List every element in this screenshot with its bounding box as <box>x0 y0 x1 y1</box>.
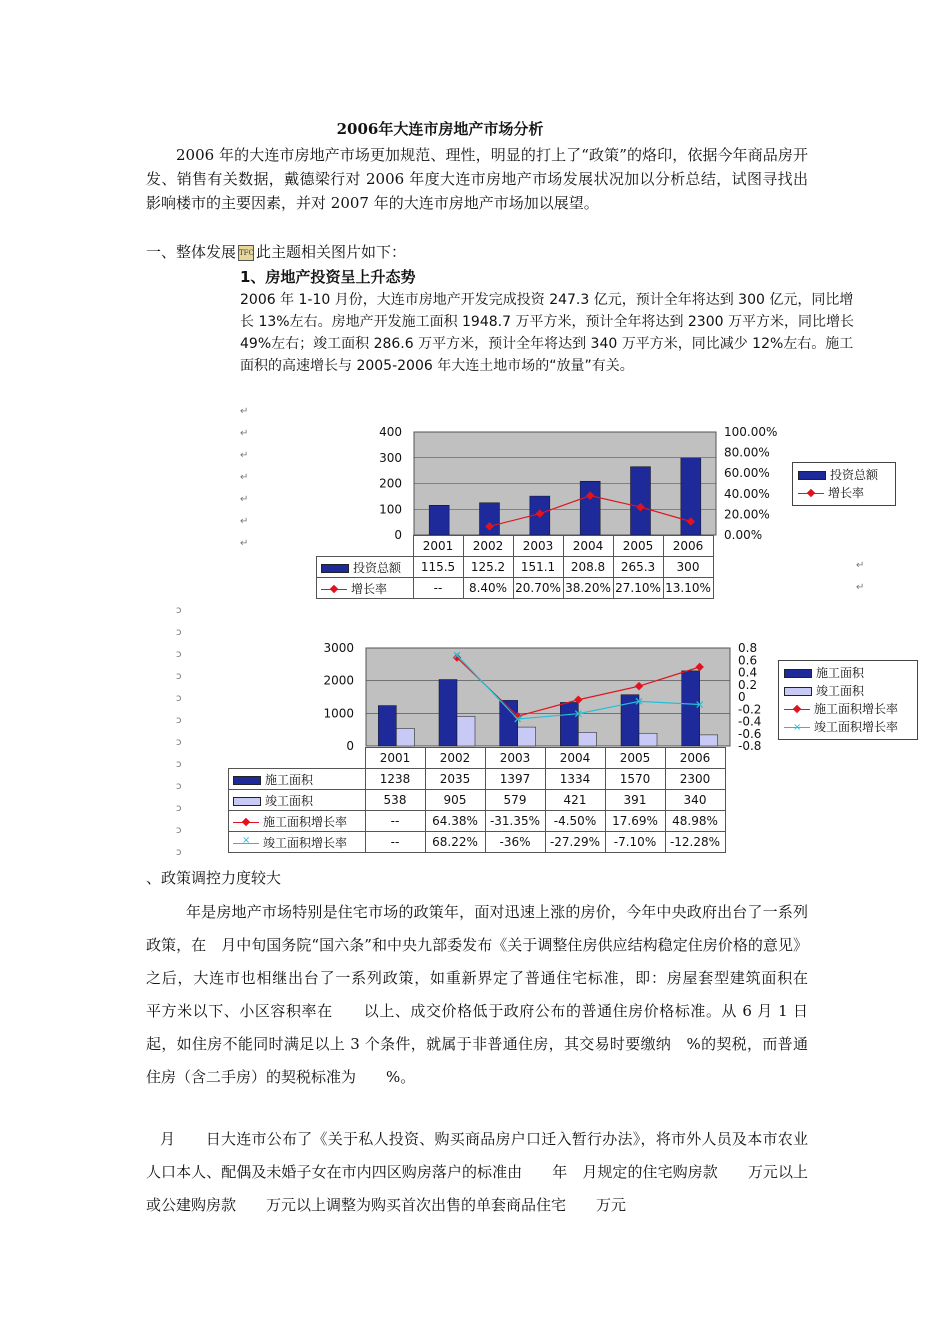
left-tick-label: 0 <box>346 739 354 753</box>
paragraph-mark: ↄ <box>176 627 182 638</box>
chart1-data-table <box>316 535 714 599</box>
left-tick-label: 1000 <box>323 706 354 721</box>
paragraph-mark: ↄ <box>176 803 182 814</box>
series-label: 施工面积 <box>229 769 366 790</box>
bar-投资总额 <box>631 467 651 535</box>
section1-line <box>146 240 406 264</box>
paragraph-mark: ↄ <box>176 825 182 836</box>
table-row <box>229 790 726 811</box>
category-cell: 2001 <box>365 748 425 769</box>
bar-竣工面积 <box>639 733 657 746</box>
right-tick-label: -0.2 <box>738 702 762 717</box>
paragraph-mark: ↄ <box>176 715 182 726</box>
bar-投资总额 <box>429 505 449 535</box>
chart2-legend <box>778 660 918 740</box>
legend-item: ×竣工面积增长率 <box>784 718 912 736</box>
value-cell: 300 <box>663 557 713 578</box>
category-cell: 2006 <box>663 536 713 557</box>
paragraph-mark: ↄ <box>176 693 182 704</box>
left-tick-label: 100 <box>379 502 402 517</box>
series-label: ×竣工面积增长率 <box>229 832 366 853</box>
category-cell: 2001 <box>413 536 463 557</box>
value-cell: 538 <box>365 790 425 811</box>
section2-paragraph-1: 年是房地产市场特别是住宅市场的政策年，面对迅速上涨的房价，今年中央政府出台了一系列政策，在 月中旬国务院“国六条”和中央九部委发布《关于调整住房供应结构稳定住房价格的意见》之后，大连市也相继出台了一系列政策，如重新界定了普通住宅标准，即：房屋套型建筑面积在 平方米以下、小区容积率在 以上、成交价格低于政府公布的普通住房价格标准。从 6 月 1 日起，如住房不能同时满足以上 3 个条件，就属于非普通住房，其交易时要缴纳 %的契税，而普通住房（含二手房）的契税标准为 %。 <box>146 903 839 1086</box>
table-row <box>229 832 726 853</box>
value-cell: -7.10% <box>605 832 665 853</box>
section1-prefix: 一、整体发展 <box>146 243 237 261</box>
value-cell: 115.5 <box>413 557 463 578</box>
left-tick-label: 400 <box>379 425 402 439</box>
section2-paragraph-2: 月 日大连市公布了《关于私人投资、购买商品房户口迁入暂行办法》，将市外人员及本市农业人口本人、配偶及未婚子女在市内四区购房落户的标准由 年 月规定的住宅购房款 万元以上或公建购房款 万元以上调整为购买首次出售的单套商品住宅 万元 <box>146 1130 808 1214</box>
bar-竣工面积 <box>518 727 536 746</box>
value-cell: 27.10% <box>613 578 663 599</box>
bar-竣工面积 <box>578 732 596 746</box>
right-tick-label: -0.8 <box>738 739 762 753</box>
category-cell: 2003 <box>485 748 545 769</box>
right-tick-label: -0.6 <box>738 726 762 741</box>
bar-施工面积 <box>439 680 457 746</box>
category-cell: 2002 <box>425 748 485 769</box>
paragraph-mark: ↵ <box>856 560 865 571</box>
value-cell: -4.50% <box>545 811 605 832</box>
legend-item: 施工面积增长率 <box>784 700 912 718</box>
chart2-data-table <box>228 747 726 853</box>
paragraph-mark: ↵ <box>240 516 249 527</box>
document-title: 2006年大连市房地产市场分析 <box>336 120 544 138</box>
right-tick-label: 100.00% <box>724 425 778 439</box>
value-cell: 2035 <box>425 769 485 790</box>
category-cell: 2005 <box>605 748 665 769</box>
value-cell: 1334 <box>545 769 605 790</box>
bar-施工面积 <box>682 671 700 746</box>
right-tick-label: 0 <box>738 690 746 704</box>
section1-body: 2006 年 1-10 月份，大连市房地产开发完成投资 247.3 亿元，预计全年将达到 300 亿元，同比增长 13%左右。房地产开发施工面积 1948.7 万平方米，预计全年将达到 2300 万平方米，同比增长 49%左右；竣工面积 286.6 万平方米，预计全年将达到 340 万平方米，同比减少 12%左右。施工面积的高速增长与 2005-2006 年大连土地市场的“放量”有关。 <box>240 292 854 374</box>
value-cell: 13.10% <box>663 578 713 599</box>
left-tick-label: 2000 <box>323 673 354 688</box>
table-row <box>317 536 714 557</box>
chart1-legend <box>792 462 896 506</box>
value-cell: -27.29% <box>545 832 605 853</box>
right-tick-label: -0.4 <box>738 714 762 729</box>
paragraph-mark: ↄ <box>176 759 182 770</box>
legend-item: 投资总额 <box>798 466 890 484</box>
table-row <box>229 811 726 832</box>
value-cell: 1238 <box>365 769 425 790</box>
paragraph-mark: ↵ <box>240 428 249 439</box>
value-cell: 64.38% <box>425 811 485 832</box>
paragraph-mark: ↄ <box>176 781 182 792</box>
paragraph-mark: ↄ <box>176 649 182 660</box>
value-cell: 579 <box>485 790 545 811</box>
section2-heading: 、政策调控力度较大 <box>146 869 282 887</box>
category-cell: 2002 <box>463 536 513 557</box>
series-label: 增长率 <box>317 578 414 599</box>
series-label: 投资总额 <box>317 557 414 578</box>
value-cell: 48.98% <box>665 811 725 832</box>
paragraph-mark: ↄ <box>176 737 182 748</box>
value-cell: 38.20% <box>563 578 613 599</box>
paragraph-mark: ↄ <box>176 847 182 858</box>
paragraph-mark: ↵ <box>240 450 249 461</box>
value-cell: -- <box>413 578 463 599</box>
value-cell: 208.8 <box>563 557 613 578</box>
category-cell: 2005 <box>613 536 663 557</box>
legend-item: 竣工面积 <box>784 682 912 700</box>
paragraph-mark: ↵ <box>856 582 865 593</box>
section1-heading: 1、房地产投资呈上升态势 <box>240 268 416 286</box>
bar-投资总额 <box>580 481 600 535</box>
line-swatch <box>798 489 824 498</box>
right-tick-label: 0.00% <box>724 528 763 542</box>
right-tick-label: 20.00% <box>724 507 770 522</box>
bar-竣工面积 <box>396 728 414 746</box>
value-cell: 265.3 <box>613 557 663 578</box>
series-label: 施工面积增长率 <box>229 811 366 832</box>
value-cell: 68.22% <box>425 832 485 853</box>
paragraph-mark: ↵ <box>240 494 249 505</box>
paragraph-mark: ↵ <box>240 406 249 417</box>
bar-竣工面积 <box>700 735 718 746</box>
paragraph-mark: ↵ <box>240 472 249 483</box>
intro-paragraph: 2006 年的大连市房地产市场更加规范、理性，明显的打上了“政策”的烙印，依据今年商品房开发、销售有关数据，戴德梁行对 2006 年度大连市房地产市场发展状况加以分析总结，试图寻找出影响楼市的主要因素，并对 2007 年的大连市房地产市场加以展望。 <box>146 146 808 212</box>
value-cell: -31.35% <box>485 811 545 832</box>
bar-施工面积 <box>560 702 578 746</box>
bar-swatch <box>798 471 826 480</box>
left-tick-label: 300 <box>379 450 402 465</box>
bar-竣工面积 <box>457 716 475 746</box>
right-tick-label: 0.6 <box>738 653 758 668</box>
chart2-plot-area <box>366 648 730 746</box>
right-tick-label: 0.2 <box>738 677 758 692</box>
value-cell: 2300 <box>665 769 725 790</box>
bar-施工面积 <box>378 706 396 746</box>
left-tick-label: 3000 <box>323 641 354 655</box>
right-tick-label: 0.4 <box>738 665 758 680</box>
paragraph-mark: ↄ <box>176 605 182 616</box>
table-row <box>229 748 726 769</box>
table-row <box>317 557 714 578</box>
value-cell: -- <box>365 832 425 853</box>
value-cell: -12.28% <box>665 832 725 853</box>
right-tick-label: 40.00% <box>724 486 770 501</box>
right-tick-label: 0.8 <box>738 641 758 655</box>
category-cell: 2004 <box>563 536 613 557</box>
value-cell: 125.2 <box>463 557 513 578</box>
series-label: 竣工面积 <box>229 790 366 811</box>
value-cell: 20.70% <box>513 578 563 599</box>
right-tick-label: 60.00% <box>724 466 770 481</box>
table-row <box>317 578 714 599</box>
value-cell: 905 <box>425 790 485 811</box>
value-cell: 17.69% <box>605 811 665 832</box>
left-tick-label: 0 <box>394 528 402 542</box>
legend-item: 增长率 <box>798 484 890 502</box>
value-cell: 8.40% <box>463 578 513 599</box>
value-cell: 1397 <box>485 769 545 790</box>
section1-suffix: 此主题相关图片如下： <box>256 243 407 261</box>
value-cell: 1570 <box>605 769 665 790</box>
category-cell: 2003 <box>513 536 563 557</box>
left-tick-label: 200 <box>379 476 402 491</box>
paragraph-mark: ↄ <box>176 671 182 682</box>
value-cell: 340 <box>665 790 725 811</box>
value-cell: 421 <box>545 790 605 811</box>
value-cell: 151.1 <box>513 557 563 578</box>
value-cell: -- <box>365 811 425 832</box>
value-cell: 391 <box>605 790 665 811</box>
attachment-icon[interactable]: TFC <box>238 245 254 261</box>
category-cell: 2004 <box>545 748 605 769</box>
legend-item: 施工面积 <box>784 664 912 682</box>
value-cell: -36% <box>485 832 545 853</box>
right-tick-label: 80.00% <box>724 445 770 460</box>
table-row <box>229 769 726 790</box>
category-cell: 2006 <box>665 748 725 769</box>
paragraph-mark: ↵ <box>240 538 249 549</box>
